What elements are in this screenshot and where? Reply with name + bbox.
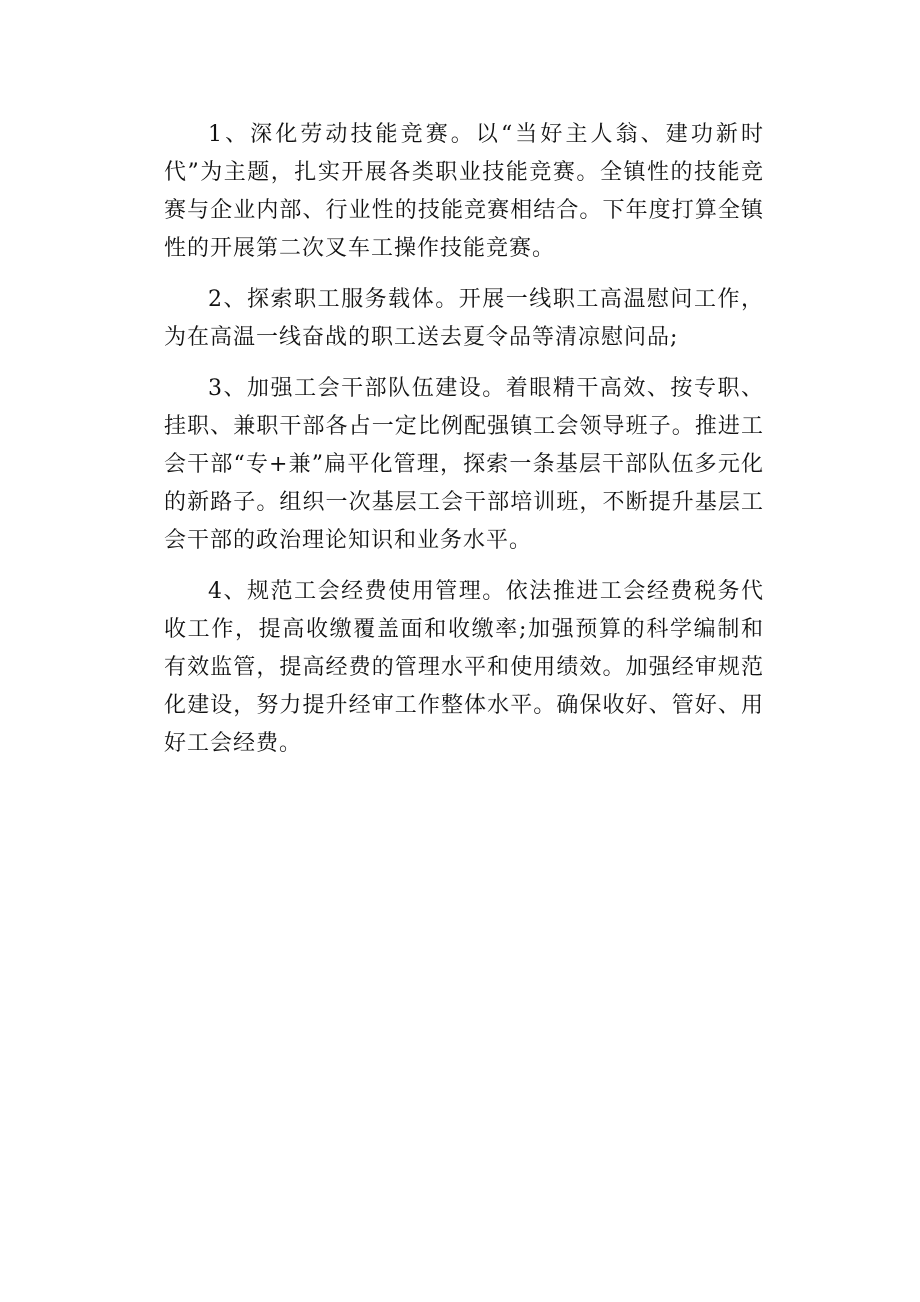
paragraph-skill-competition: 1、深化劳动技能竞赛。以“当好主人翁、建功新时代”为主题，扎实开展各类职业技能竞赛。全镇性的技能竞赛与企业内部、行业性的技能竞赛相结合。下年度打算全镇性的开展第二次叉车工操作技能竞赛。 bbox=[164, 122, 764, 261]
document-body bbox=[164, 116, 764, 776]
paragraph-worker-service: 2、探索职工服务载体。开展一线职工高温慰问工作，为在高温一线奋战的职工送去夏令品等清凉慰问品; bbox=[164, 287, 764, 350]
paragraph-union-funds: 4、规范工会经费使用管理。依法推进工会经费税务代收工作，提高收缴覆盖面和收缴率;加强预算的科学编制和有效监管，提高经费的管理水平和使用绩效。加强经审规范化建设，努力提升经审工作整体水平。确保收好、管好、用好工会经费。 bbox=[164, 579, 764, 756]
paragraph-union-cadre: 3、加强工会干部队伍建设。着眼精干高效、按专职、挂职、兼职干部各占一定比例配强镇工会领导班子。推进工会干部“专+兼”扁平化管理，探索一条基层干部队伍多元化的新路子。组织一次基层工会干部培训班，不断提升基层工会干部的政治理论知识和业务水平。 bbox=[164, 376, 764, 553]
